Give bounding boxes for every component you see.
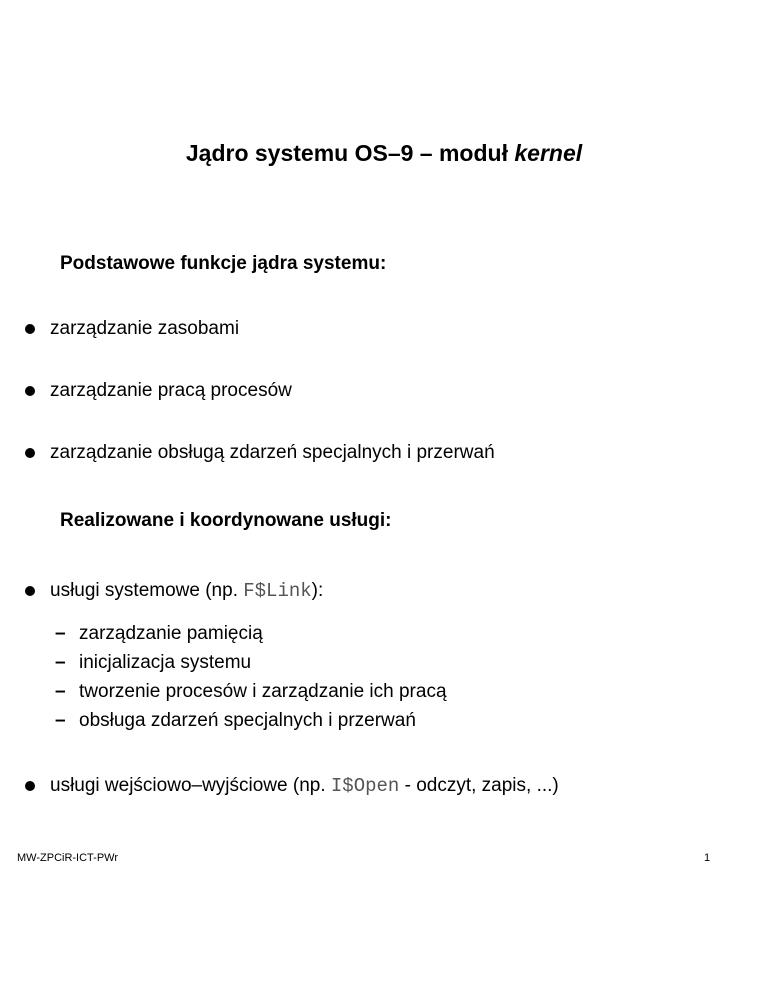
- page-title: [0, 140, 768, 167]
- sub-list-item-label: zarządzanie pamięcią: [79, 623, 263, 644]
- list-item: [25, 442, 495, 464]
- footer-label: MW-ZPCiR-ICT-PWr: [17, 852, 119, 864]
- list-item-label: zarządzanie pracą procesów: [50, 380, 292, 401]
- list-item-label: zarządzanie obsługą zdarzeń specjalnych i przerwań: [50, 442, 495, 463]
- list-item: [25, 580, 323, 602]
- list-item-label: zarządzanie zasobami: [50, 318, 240, 339]
- dash-marker: –: [55, 681, 66, 702]
- list-item-prefix: usługi wejściowo–wyjściowe (np.: [50, 775, 331, 796]
- sub-list-item: [55, 681, 447, 703]
- bullet-icon: [25, 448, 35, 458]
- dash-marker: –: [55, 623, 66, 644]
- list-item: [25, 775, 559, 797]
- section-heading-functions: Podstawowe funkcje jądra systemu:: [60, 253, 387, 274]
- sub-list-item: [55, 623, 263, 645]
- list-item: [25, 380, 292, 402]
- list-item-suffix: ):: [311, 580, 324, 601]
- sub-list-item-label: inicjalizacja systemu: [79, 652, 252, 673]
- sub-list-item-label: tworzenie procesów i zarządzanie ich pracą: [79, 681, 447, 702]
- code-snippet: I$Open: [330, 775, 400, 797]
- list-item-suffix: - odczyt, zapis, ...): [399, 775, 559, 796]
- section-heading-services: Realizowane i koordynowane usługi:: [60, 510, 392, 531]
- dash-marker: –: [55, 652, 66, 673]
- page-number: 1: [704, 852, 711, 864]
- list-item: [25, 318, 239, 340]
- title-emphasis: kernel: [514, 140, 583, 166]
- code-snippet: F$Link: [243, 580, 312, 602]
- bullet-icon: [25, 586, 35, 596]
- bullet-icon: [25, 386, 35, 396]
- list-item-prefix: usługi systemowe (np.: [50, 580, 244, 601]
- bullet-icon: [25, 781, 35, 791]
- dash-marker: –: [55, 710, 66, 731]
- title-main: Jądro systemu OS–9 – moduł: [185, 140, 515, 166]
- bullet-icon: [25, 324, 35, 334]
- sub-list-item-label: obsługa zdarzeń specjalnych i przerwań: [79, 710, 416, 731]
- sub-list-item: [55, 652, 251, 674]
- sub-list-item: [55, 710, 416, 732]
